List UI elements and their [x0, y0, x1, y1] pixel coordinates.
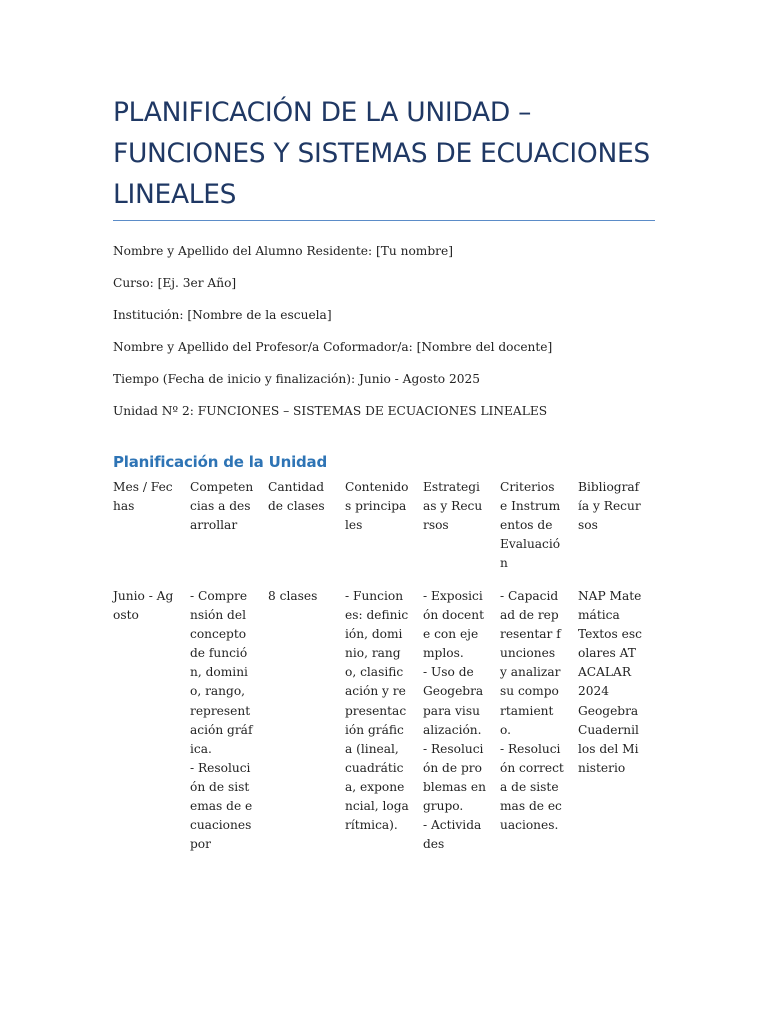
header-cell-class-count: Cantidad de clases	[268, 480, 328, 514]
table-cell-class-count: 8 clases	[268, 589, 318, 603]
header-cell-month: Mes / Fechas	[113, 480, 173, 514]
table-cell-strategies: - Exposición docente con ejemplos. - Uso de Geogebra para visualización. - Resolución de problemas en grupo. - Actividades	[423, 589, 486, 852]
field-time: Tiempo (Fecha de inicio y finalización): Junio - Agosto 2025	[113, 372, 480, 386]
field-course: Curso: [Ej. 3er Año]	[113, 276, 237, 290]
table-cell-month: Junio - Agosto	[113, 589, 174, 623]
field-unit: Unidad Nº 2: FUNCIONES – SISTEMAS DE ECUACIONES LINEALES	[113, 404, 548, 418]
table-cell-bibliography: NAP Matemática Textos escolares ATACALAR 2024 Geogebra Cuadernillos del Ministerio	[578, 589, 642, 775]
field-institution: Institución: [Nombre de la escuela]	[113, 308, 332, 322]
field-student-name: Nombre y Apellido del Alumno Residente: [Tu nombre]	[113, 244, 453, 258]
header-cell-strategies: Estrategias y Recursos	[423, 480, 483, 533]
table-cell-contents: - Funciones: definición, dominio, rango, clasificación y representación gráfica (lineal, cuadrática, exponencial, logarítmica).	[345, 589, 409, 833]
field-teacher: Nombre y Apellido del Profesor/a Coformador/a: [Nombre del docente]	[113, 340, 553, 354]
title-underline	[113, 220, 655, 221]
document-title: PLANIFICACIÓN DE LA UNIDAD – FUNCIONES Y SISTEMAS DE ECUACIONES LINEALES	[113, 97, 650, 210]
table-cell-evaluation: - Capacidad de representar funciones y analizar su comportamiento. - Resolución correcta de sistemas de ecuaciones.	[500, 589, 564, 833]
header-cell-bibliography: Bibliografía y Recursos	[578, 480, 641, 533]
header-cell-evaluation: Criterios e Instrumentos de Evaluación	[500, 480, 561, 571]
table-cell-competencies: - Comprensión del concepto de función, dominio, rango, representación gráfica. - Resolución de sistemas de ecuaciones por	[190, 589, 253, 852]
section-heading: Planificación de la Unidad	[113, 453, 328, 471]
header-cell-competencies: Competencias a desarrollar	[190, 480, 254, 533]
header-cell-contents: Contenidos principales	[345, 480, 409, 533]
